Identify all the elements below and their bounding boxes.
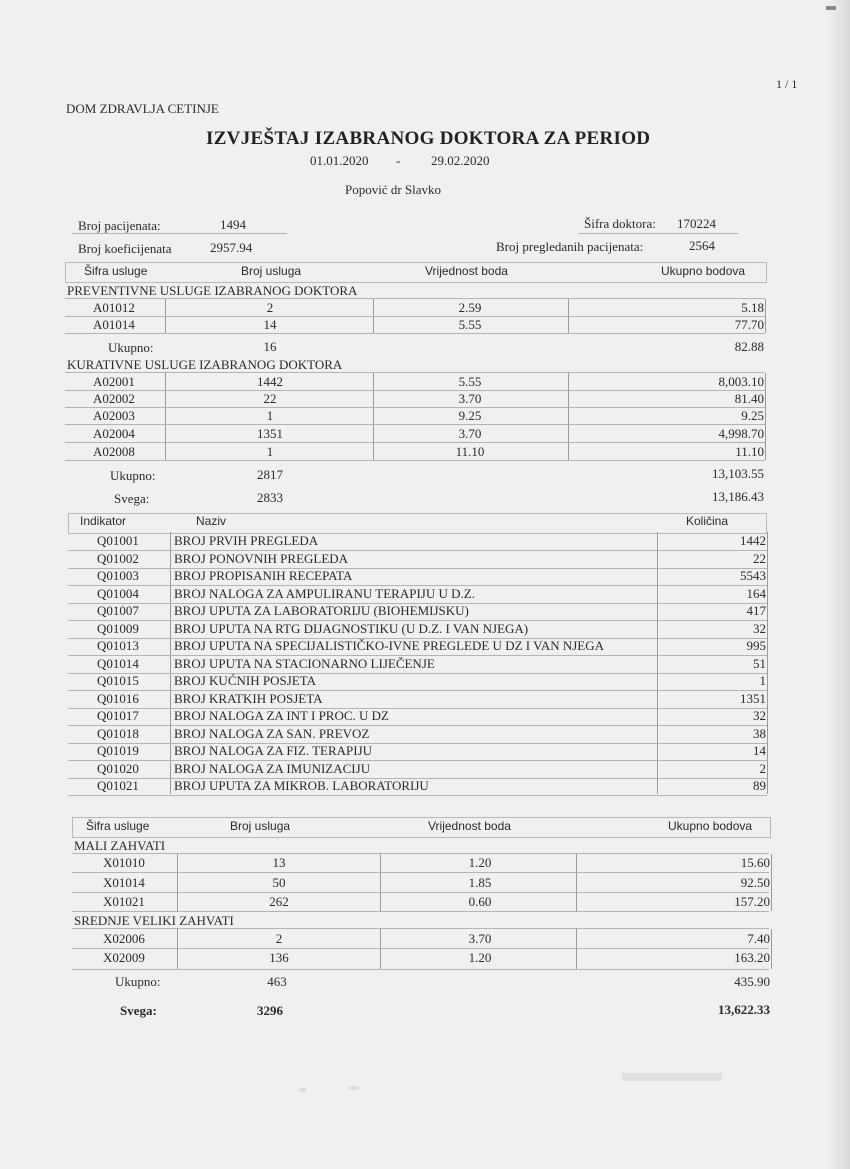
indicator-code: Q01018 — [97, 726, 139, 741]
examined-value: 2564 — [689, 238, 715, 253]
grand-total-count: 2833 — [257, 490, 283, 505]
subtotal-label: Ukupno: — [108, 340, 154, 355]
section-medium-procedures: SREDNJE VELIKI ZAHVATI — [74, 913, 234, 928]
doctor-name: Popović dr Slavko — [345, 182, 442, 197]
indicator-name: BROJ UPUTA NA STACIONARNO LIJEČENJE — [174, 656, 435, 671]
grand-total-label: Svega: — [120, 1003, 157, 1018]
table-row-value: 1.85 — [468, 875, 492, 890]
table-row-value: 3.70 — [458, 426, 482, 441]
subtotal-total: 13,103.55 — [712, 466, 764, 481]
grand-total-label: Svega: — [114, 491, 150, 506]
table-row-value: 0.60 — [468, 894, 492, 909]
table-row-total: 77.70 — [734, 317, 764, 332]
indicator-code: Q01015 — [97, 673, 139, 688]
table-row-total: 5.18 — [741, 300, 764, 315]
indicator-quantity: 32 — [753, 708, 766, 723]
table-row-count: 1 — [266, 408, 274, 423]
page-counter: 1 / 1 — [776, 77, 798, 91]
grand-total-points: 13,186.43 — [712, 489, 764, 504]
services-header-value: Vrijednost boda — [425, 264, 508, 278]
subtotal-total: 435.90 — [734, 974, 770, 989]
subtotal-count: 2817 — [257, 467, 283, 482]
table-row-count: 1 — [266, 444, 274, 459]
indicator-code: Q01017 — [97, 708, 139, 723]
table-row-code: X02009 — [103, 950, 145, 965]
table-row-value: 1.20 — [468, 950, 492, 965]
indicator-quantity: 51 — [753, 656, 766, 671]
table-row-code: A02002 — [93, 391, 135, 406]
institution-name: DOM ZDRAVLJA CETINJE — [66, 101, 219, 116]
procedures-header-total: Ukupno bodova — [668, 819, 753, 833]
table-row-total: 163.20 — [734, 950, 770, 965]
procedures-header-value: Vrijednost boda — [428, 819, 511, 833]
indicator-name: BROJ UPUTA ZA LABORATORIJU (BIOHEMIJSKU) — [174, 603, 469, 618]
table-row-total: 4,998.70 — [718, 426, 764, 441]
indicator-code: Q01004 — [97, 586, 139, 601]
procedures-header-row — [72, 817, 771, 838]
indicator-code: Q01021 — [97, 778, 139, 793]
table-row-code: A02004 — [93, 426, 135, 441]
indicator-quantity: 417 — [746, 603, 766, 618]
table-row-code: X01010 — [103, 855, 145, 870]
subtotal-count: 463 — [267, 974, 287, 989]
report-title: IZVJEŠTAJ IZABRANOG DOKTORA ZA PERIOD — [206, 128, 651, 149]
indicator-quantity: 32 — [753, 621, 766, 636]
indicator-quantity: 38 — [753, 726, 766, 741]
table-row-value: 5.55 — [458, 317, 482, 332]
table-row-code: X01021 — [103, 894, 145, 909]
table-row-count: 2 — [275, 931, 283, 946]
table-row-total: 8,003.10 — [718, 374, 764, 389]
indicator-name: BROJ NALOGA ZA AMPULIRANU TERAPIJU U D.Z. — [174, 586, 475, 601]
table-row-value: 3.70 — [458, 391, 482, 406]
table-row-total: 9.25 — [741, 408, 764, 423]
indicator-code: Q01002 — [97, 551, 139, 566]
indicator-quantity: 5543 — [740, 568, 766, 583]
indicator-name: BROJ NALOGA ZA FIZ. TERAPIJU — [174, 743, 373, 758]
section-preventive: PREVENTIVNE USLUGE IZABRANOG DOKTORA — [67, 283, 358, 298]
table-row-value: 1.20 — [468, 855, 492, 870]
period-separator: - — [396, 153, 401, 168]
examined-label: Broj pregledanih pacijenata: — [496, 239, 644, 254]
indicator-code: Q01009 — [97, 621, 139, 636]
indicator-code: Q01001 — [97, 533, 139, 548]
coef-label: Broj koeficijenata — [78, 241, 172, 256]
indicator-name: BROJ PROPISANIH RECEPATA — [174, 568, 353, 583]
indicator-code: Q01013 — [97, 638, 139, 653]
table-row-code: A02003 — [93, 408, 135, 423]
indicators-header-qty: Količina — [686, 514, 729, 528]
subtotal-total: 82.88 — [734, 339, 764, 354]
table-row-code: A02008 — [93, 444, 135, 459]
table-row-total: 15.60 — [740, 855, 770, 870]
services-header-total: Ukupno bodova — [661, 264, 746, 278]
table-row-total: 81.40 — [734, 391, 764, 406]
indicator-name: BROJ NALOGA ZA SAN. PREVOZ — [174, 726, 370, 741]
table-row-count: 13 — [272, 855, 286, 870]
table-row-count: 1442 — [257, 374, 283, 389]
services-header-count: Broj usluga — [241, 264, 302, 278]
doctor-code-label: Šifra doktora: — [584, 216, 656, 231]
indicator-quantity: 22 — [753, 551, 766, 566]
grand-total-count: 3296 — [257, 1003, 283, 1018]
grand-total-points: 13,622.33 — [718, 1002, 770, 1017]
indicator-name: BROJ KRATKIH POSJETA — [174, 691, 323, 706]
table-row-count: 1351 — [257, 426, 283, 441]
table-row-count: 136 — [269, 950, 289, 965]
indicator-quantity: 1442 — [740, 533, 766, 548]
scan-smudge — [349, 1086, 359, 1090]
table-row-count: 2 — [266, 300, 274, 315]
section-minor-procedures: MALI ZAHVATI — [74, 838, 166, 853]
table-row-count: 22 — [263, 391, 277, 406]
doctor-code-value: 170224 — [677, 216, 716, 231]
table-row-total: 11.10 — [735, 444, 764, 459]
indicator-quantity: 1351 — [740, 691, 766, 706]
indicator-code: Q01007 — [97, 603, 139, 618]
indicator-name: BROJ NALOGA ZA IMUNIZACIJU — [174, 761, 371, 776]
procedures-header-count: Broj usluga — [230, 819, 291, 833]
table-row-code: X02006 — [103, 931, 145, 946]
indicator-name: BROJ UPUTA ZA MIKROB. LABORATORIJU — [174, 778, 429, 793]
table-row-total: 7.40 — [747, 931, 770, 946]
subtotal-label: Ukupno: — [115, 974, 161, 989]
indicators-header-code: Indikator — [80, 514, 127, 528]
subtotal-count: 16 — [263, 339, 277, 354]
table-row-count: 262 — [269, 894, 289, 909]
indicator-quantity: 2 — [759, 761, 766, 776]
table-row-count: 50 — [272, 875, 286, 890]
indicator-code: Q01019 — [97, 743, 139, 758]
indicator-code: Q01020 — [97, 761, 139, 776]
indicator-quantity: 1 — [759, 673, 766, 688]
period-to: 29.02.2020 — [431, 153, 490, 168]
indicator-name: BROJ KUĆNIH POSJETA — [174, 673, 316, 688]
scan-page-edge — [828, 0, 850, 1169]
table-row-code: A02001 — [93, 374, 135, 389]
indicator-quantity: 164 — [746, 586, 766, 601]
indicator-code: Q01016 — [97, 691, 139, 706]
indicator-name: BROJ UPUTA NA RTG DIJAGNOSTIKU (U D.Z. I VAN NJEGA) — [174, 621, 529, 636]
table-row-total: 157.20 — [734, 894, 770, 909]
indicator-name: BROJ PONOVNIH PREGLEDA — [174, 551, 349, 566]
services-header-code: Šifra usluge — [84, 264, 148, 278]
indicator-code: Q01014 — [97, 656, 139, 671]
indicator-quantity: 995 — [746, 638, 766, 653]
indicator-name: BROJ UPUTA NA SPECIJALISTIČKO-IVNE PREGLEDE U DZ I VAN NJEGA — [174, 638, 605, 653]
table-row-value: 3.70 — [468, 931, 492, 946]
coef-value: 2957.94 — [210, 240, 253, 255]
table-row-total: 92.50 — [740, 875, 770, 890]
scan-smudge — [826, 6, 836, 10]
scan-smudge — [622, 1073, 722, 1081]
section-curative: KURATIVNE USLUGE IZABRANOG DOKTORA — [67, 357, 343, 372]
indicator-code: Q01003 — [97, 568, 139, 583]
period-from: 01.01.2020 — [310, 153, 369, 168]
table-row-value: 11.10 — [455, 444, 485, 459]
indicator-name: BROJ NALOGA ZA INT I PROC. U DZ — [174, 708, 389, 723]
procedures-header-code: Šifra usluge — [86, 819, 150, 833]
patients-value: 1494 — [220, 217, 246, 232]
table-row-code: X01014 — [103, 875, 145, 890]
indicator-quantity: 14 — [753, 743, 766, 758]
table-row-code: A01012 — [93, 300, 135, 315]
indicators-header-row — [68, 513, 767, 534]
indicator-quantity: 89 — [753, 778, 766, 793]
indicator-name: BROJ PRVIH PREGLEDA — [174, 533, 319, 548]
subtotal-label: Ukupno: — [110, 468, 156, 483]
scan-smudge — [300, 1088, 306, 1092]
table-row-count: 14 — [263, 317, 277, 332]
indicators-header-name: Naziv — [196, 514, 227, 528]
table-row-code: A01014 — [93, 317, 135, 332]
table-row-value: 9.25 — [458, 408, 482, 423]
table-row-value: 2.59 — [458, 300, 482, 315]
patients-label: Broj pacijenata: — [78, 218, 161, 233]
table-row-value: 5.55 — [458, 374, 482, 389]
